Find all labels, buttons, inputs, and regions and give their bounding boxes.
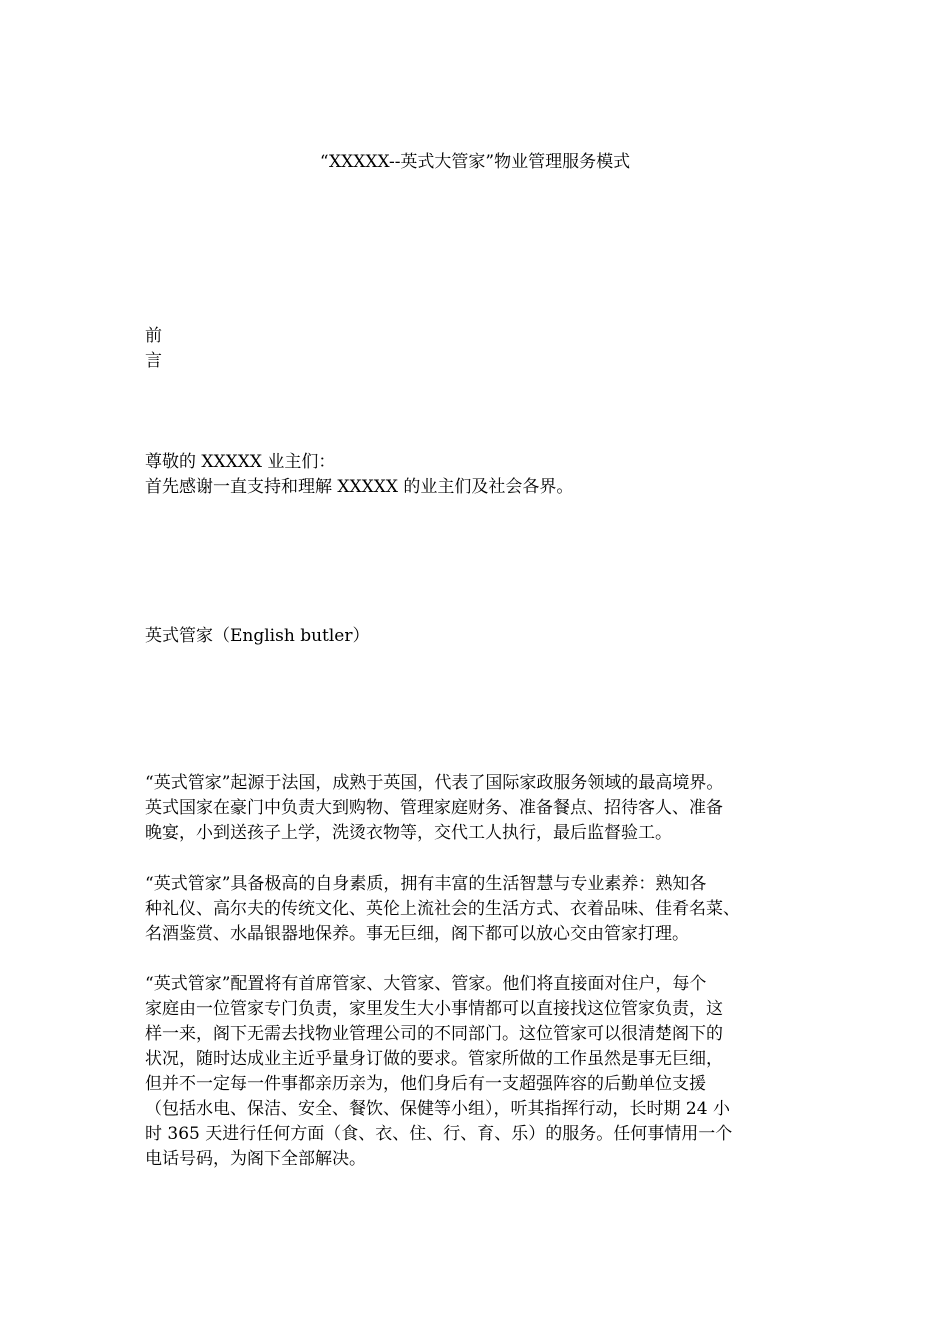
paragraph-line: 晚宴，小到送孩子上学，洗烫衣物等，交代工人执行，最后监督验工。 (145, 823, 672, 843)
paragraph-line: 电话号码，为阁下全部解决。 (145, 1149, 366, 1169)
paragraph-line: “英式管家”起源于法国，成熟于英国，代表了国际家政服务领域的最高境界。 (145, 773, 724, 793)
paragraph-line: 但并不一定每一件事都亲历亲为，他们身后有一支超强阵容的后勤单位支援 (145, 1074, 706, 1094)
paragraph-qualities (145, 872, 835, 947)
paragraph-line: 样一来，阁下无需去找物业管理公司的不同部门。这位管家可以很清楚阁下的 (145, 1024, 723, 1044)
paragraph-configuration (145, 972, 835, 1172)
greeting-thanks: 首先感谢一直支持和理解 XXXXX 的业主们及社会各界。 (145, 477, 574, 497)
paragraph-line: 家庭由一位管家专门负责，家里发生大小事情都可以直接找这位管家负责，这 (145, 999, 723, 1019)
paragraph-line: 状况，随时达成业主近乎量身订做的要求。管家所做的工作虽然是事无巨细， (145, 1049, 723, 1069)
paragraph-line: 英式国家在豪门中负责大到购物、管理家庭财务、准备餐点、招待客人、准备 (145, 798, 723, 818)
paragraph-line: 种礼仪、高尔夫的传统文化、英伦上流社会的生活方式、衣着品味、佳肴名菜、 (145, 899, 740, 919)
preface-char-2: 言 (145, 351, 162, 371)
paragraph-line: “英式管家”具备极高的自身素质，拥有丰富的生活智慧与专业素养：熟知各 (145, 874, 707, 894)
greeting-salutation: 尊敬的 XXXXX 业主们： (145, 452, 336, 472)
greeting-block (145, 450, 573, 500)
preface-heading (145, 324, 162, 374)
section-heading: 英式管家（English butler） (145, 626, 370, 646)
document-title: “XXXXX--英式大管家”物业管理服务模式 (319, 152, 631, 172)
paragraph-line: “英式管家”配置将有首席管家、大管家、管家。他们将直接面对住户，每个 (145, 974, 707, 994)
paragraph-line: 名酒鉴赏、水晶银器地保养。事无巨细，阁下都可以放心交由管家打理。 (145, 924, 689, 944)
paragraph-line: 时 365 天进行任何方面（食、衣、住、行、育、乐）的服务。任何事情用一个 (145, 1124, 733, 1144)
preface-char-1: 前 (145, 326, 162, 346)
paragraph-line: （包括水电、保洁、安全、餐饮、保健等小组），听其指挥行动，长时期 24 小 (145, 1099, 730, 1119)
paragraph-origin (145, 771, 835, 846)
